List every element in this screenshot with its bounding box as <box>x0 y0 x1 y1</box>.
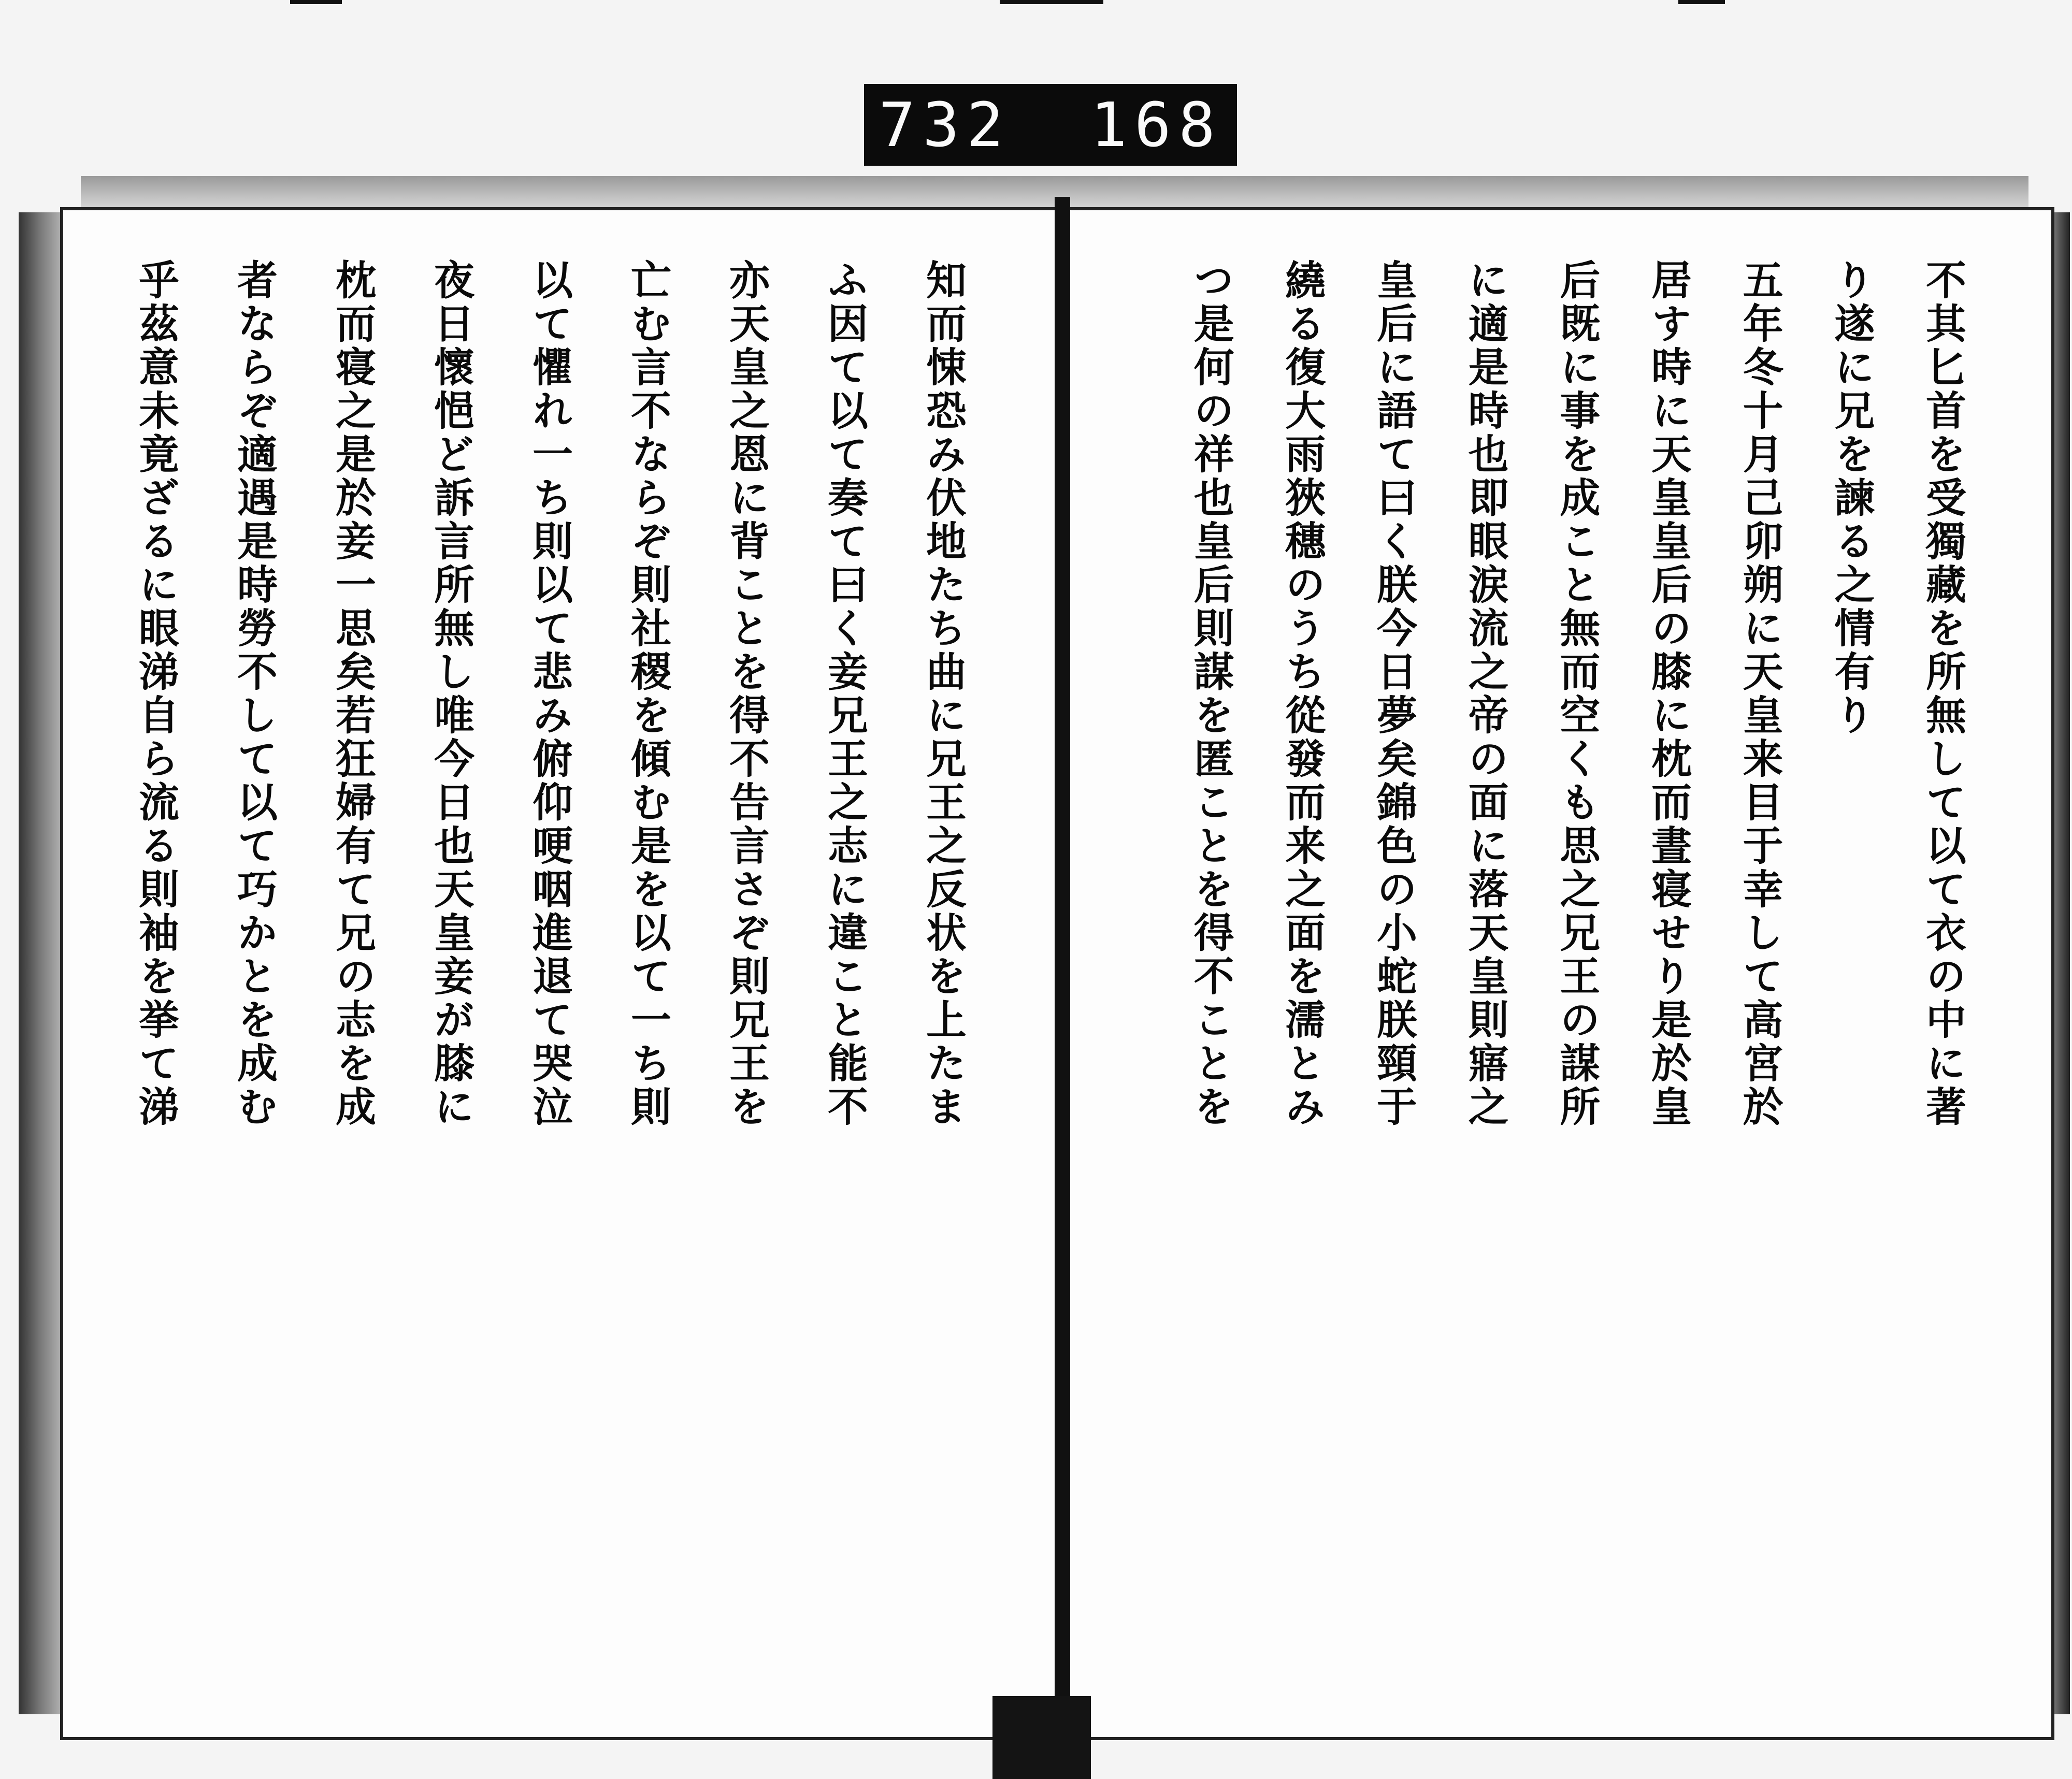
text-column: つ是何の祥也皇后則謀を匿ことを得不ことを <box>1187 259 1234 1129</box>
scanner-mark <box>1678 0 1725 4</box>
text-column: 以て懼れ一ち則以て悲み俯仰哽咽進退て哭泣 <box>526 259 573 1129</box>
text-column: 亦天皇之恩に背ことを得不告言さぞ則兄王を <box>723 259 770 1129</box>
text-column: 亡む言不ならぞ則社稷を傾む是を以て一ち則 <box>624 259 671 1129</box>
text-column: 繞る復大雨狹穗のうち從發而来之面を濡とみ <box>1278 259 1326 1129</box>
text-column: 后既に事を成こと無而空くも思之兄王の謀所 <box>1553 259 1601 1129</box>
scanner-mark <box>1000 0 1103 4</box>
text-column: 知而悚恐み伏地たち曲に兄王之反状を上たま <box>919 259 967 1129</box>
text-column: 乎茲意未竟ざるに眼涕自ら流る則袖を挙て涕 <box>132 259 179 1129</box>
text-column: 者ならぞ適遇是時勞不して以て巧かとを成む <box>231 259 278 1129</box>
spine-block <box>992 1696 1091 1779</box>
text-column: ふ因て以て奏て曰く妾兄王之志に違こと能不 <box>821 259 868 1129</box>
frame-number-right: 168 <box>1090 89 1222 161</box>
book-edge-left <box>19 212 65 1714</box>
text-column: に適是時也即眼涙流之帝の面に落天皇則寤之 <box>1461 259 1509 1129</box>
text-column: 居す時に天皇皇后の膝に枕而晝寝せり是於皇 <box>1644 259 1692 1129</box>
frame-number-left: 732 <box>879 89 1011 161</box>
book-gutter <box>1055 197 1070 1751</box>
frame-label <box>864 84 1237 166</box>
left-page-text <box>88 259 979 1450</box>
text-column: 枕而寝之是於妾一思矣若狂婦有て兄の志を成 <box>329 259 376 1129</box>
right-page-text <box>1176 259 1979 1450</box>
text-column: 不其匕首を受獨藏を所無して以て衣の中に著 <box>1919 259 1966 1129</box>
scanner-mark <box>290 0 342 4</box>
text-column: 夜日懷悒ど訴言所無し唯今日也天皇妾が膝に <box>427 259 474 1129</box>
text-column: 五年冬十月己卯朔に天皇来目于幸して高宮於 <box>1736 259 1783 1129</box>
text-column: り遂に兄を諫る之情有り <box>1828 259 1875 737</box>
text-column: 皇后に語て曰く朕今日夢矣錦色の小蛇朕頸于 <box>1370 259 1417 1129</box>
